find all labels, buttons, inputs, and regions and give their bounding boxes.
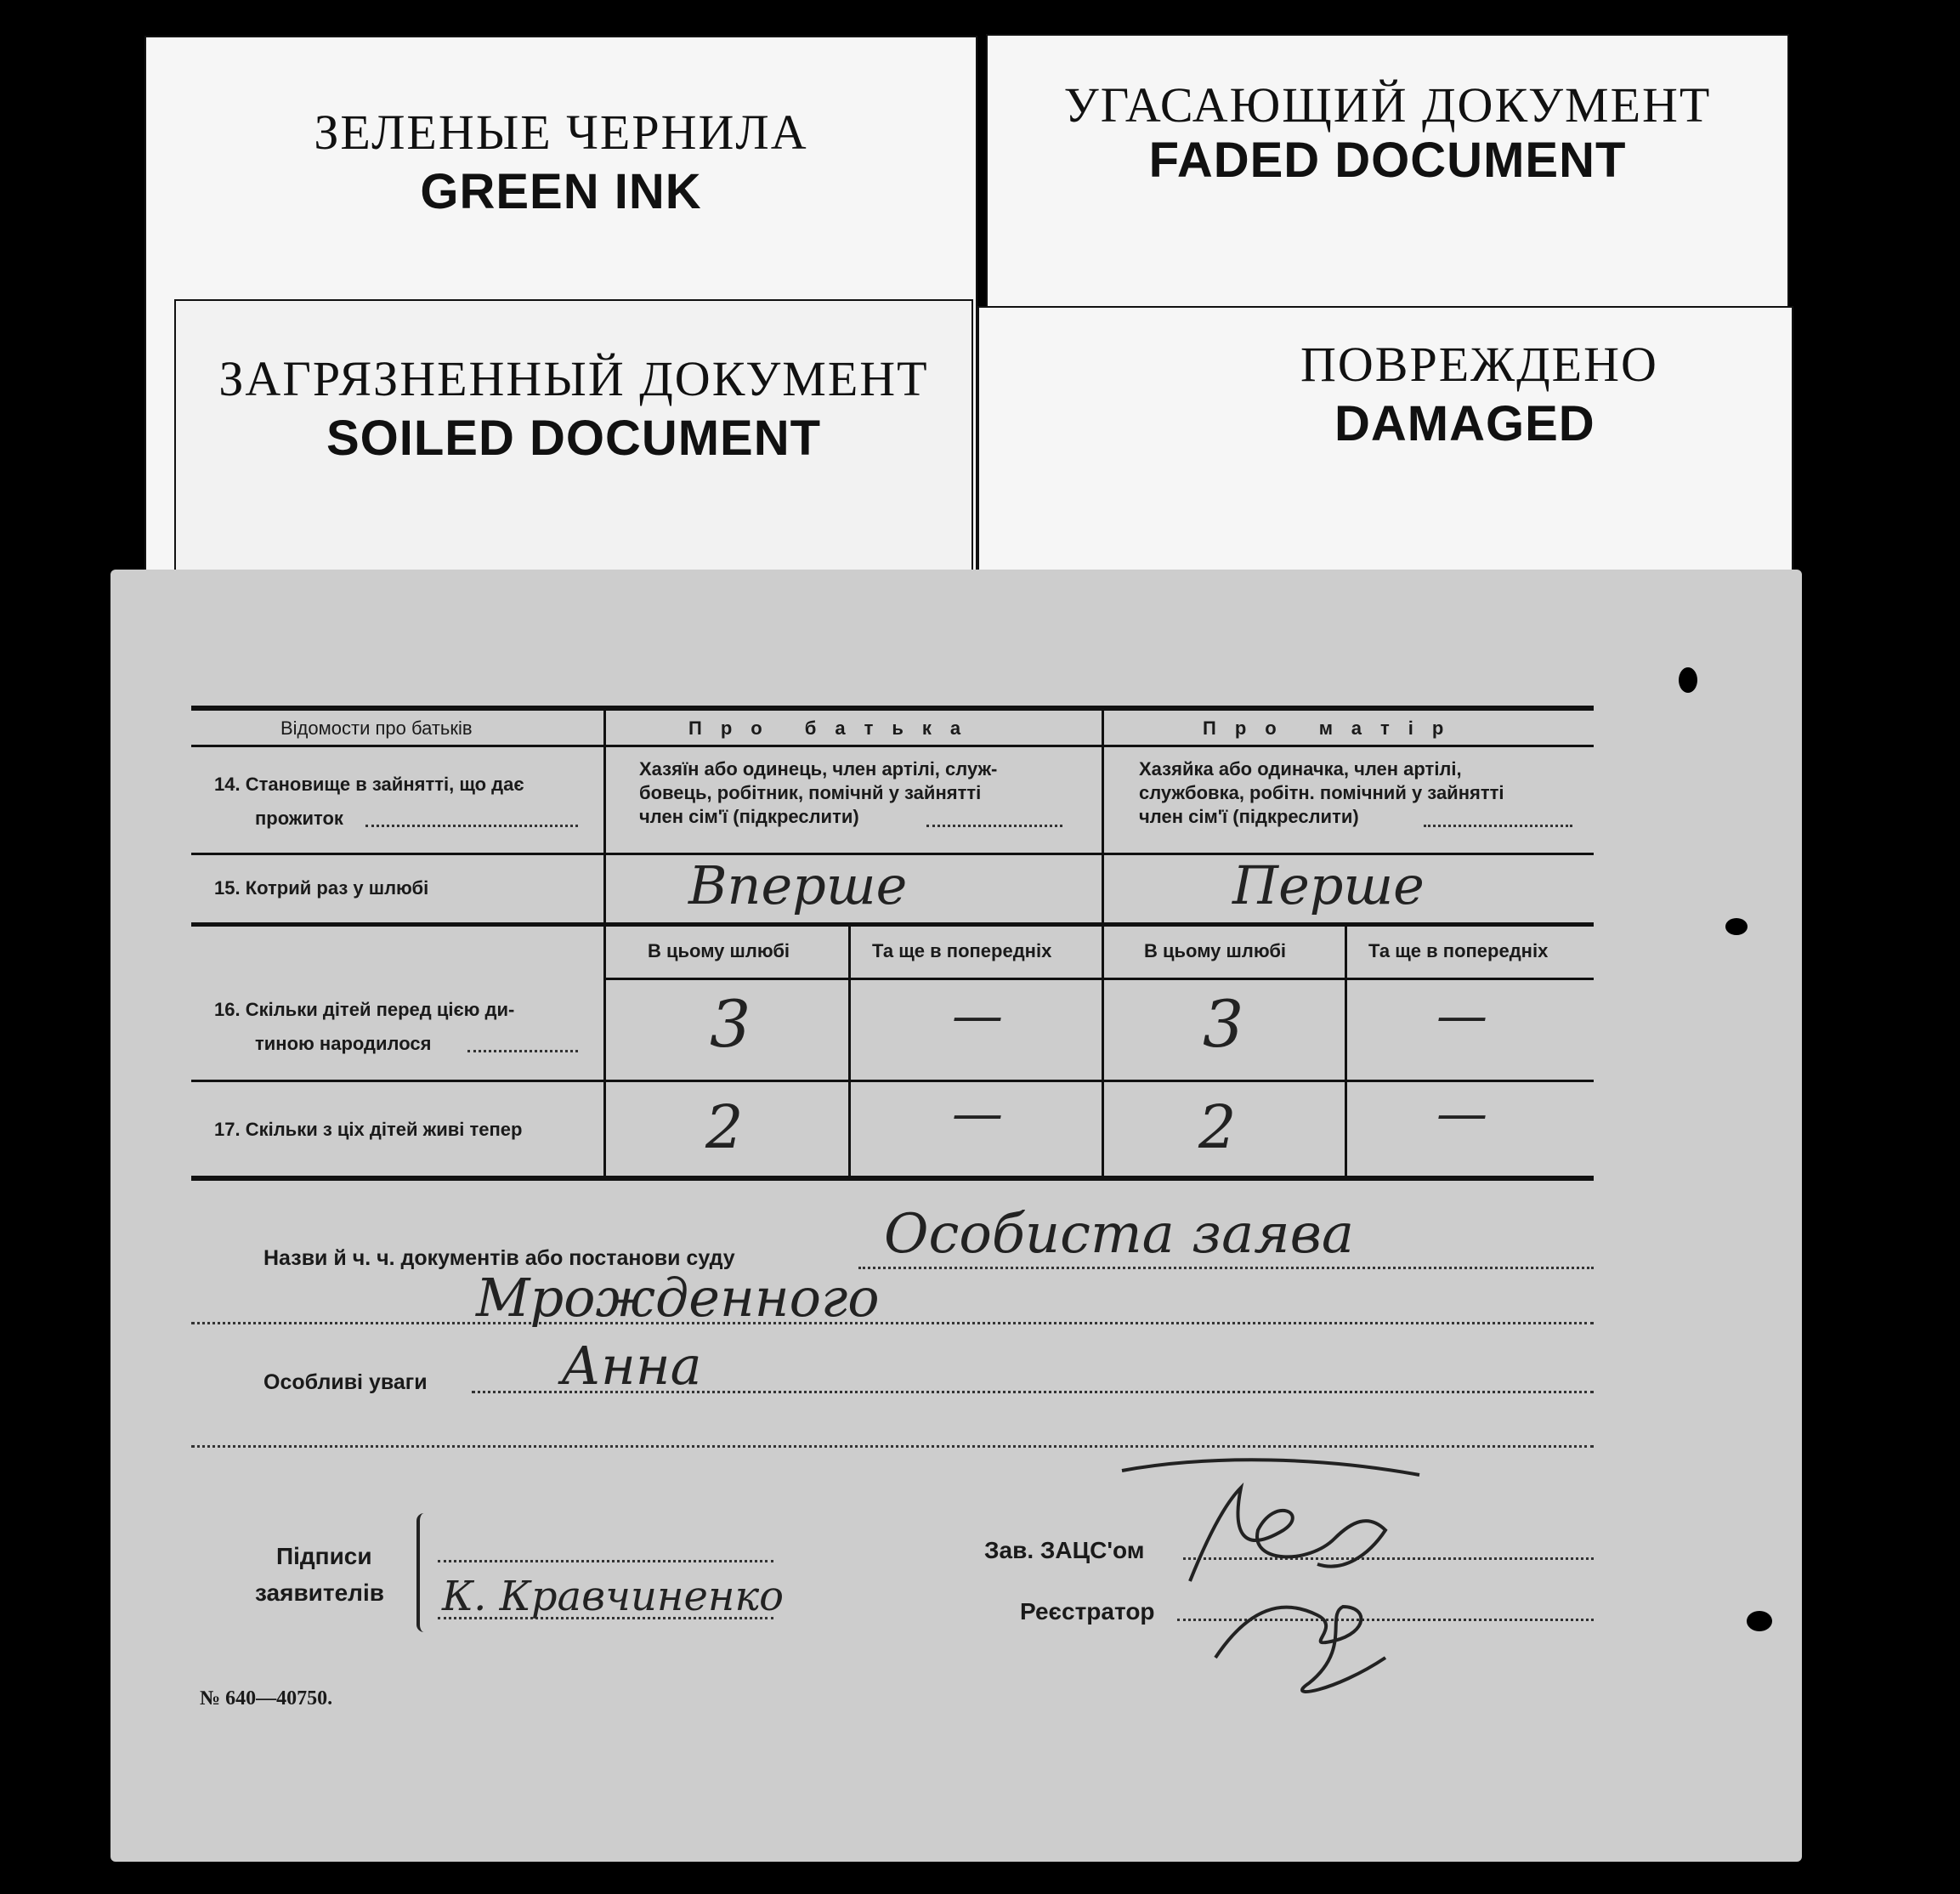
faded-label-en: FADED DOCUMENT xyxy=(1148,133,1627,188)
header-mother: Про матір xyxy=(1203,717,1463,739)
row16-label-line2: тиною народилося xyxy=(255,1033,432,1054)
form-number: № 640—40750. xyxy=(200,1687,333,1710)
row14-leader-dots xyxy=(365,825,578,827)
green-ink-label-ru: ЗЕЛЕНЫЕ ЧЕРНИЛА xyxy=(314,105,808,160)
row17-father-this: 2 xyxy=(705,1092,744,1162)
row14-mother-line3: член сім'ї (підкреслити) xyxy=(1139,806,1359,827)
subheader-mother-this: В цьому шлюбі xyxy=(1144,940,1287,961)
remarks-value: Анна xyxy=(561,1335,702,1397)
subheader-father-previous: Та ще в попередніх xyxy=(872,940,1052,961)
row16-mother-this: 3 xyxy=(1203,986,1244,1062)
subheader-mother-previous: Та ще в попередніх xyxy=(1368,940,1549,961)
row15-mother-value: Перше xyxy=(1232,854,1425,916)
applicant-signature: К. Кравчиненко xyxy=(442,1573,785,1620)
header-father: Про батька xyxy=(688,717,980,739)
row16-leader-dots xyxy=(467,1050,578,1052)
row15-father-value: Вперше xyxy=(688,854,908,916)
table-top-rule xyxy=(191,706,1594,711)
col-divider-2 xyxy=(848,927,851,1178)
damage-mark xyxy=(1679,667,1697,693)
signatures-brace xyxy=(416,1513,432,1632)
row14-father-dots xyxy=(926,825,1062,827)
table-header-rule xyxy=(191,745,1594,747)
row14-father-line1: Хазяїн або одинець, член артілі, служ- xyxy=(639,758,998,780)
row14-label-line1: 14. Становище в зайнятті, що дає xyxy=(214,774,524,795)
row14-mother-line1: Хазяйка або одиначка, член артілі, xyxy=(1139,758,1462,780)
documents-dots-1 xyxy=(858,1267,1594,1269)
row16-father-previous: — xyxy=(952,986,1003,1046)
header-parents-info: Відомости про батьків xyxy=(280,717,473,739)
documents-value-line2: Мрожденного xyxy=(476,1267,880,1329)
row14-father-line2: бовець, робітник, помічнй у зайнятті xyxy=(639,782,982,803)
col-divider-1 xyxy=(603,706,606,1178)
row14-mother-dots xyxy=(1424,825,1572,827)
documents-label: Назви й ч. ч. документів або постанови суду xyxy=(263,1246,735,1270)
row17-label: 17. Скільки з ціх дітей живі тепер xyxy=(214,1119,523,1140)
row17-mother-previous: — xyxy=(1436,1084,1487,1143)
damaged-label-ru: ПОВРЕЖДЕНО xyxy=(1300,337,1658,392)
row15-label: 15. Котрий раз у шлюбі xyxy=(214,877,429,899)
green-ink-label-en: GREEN INK xyxy=(420,164,702,219)
signature-line-1 xyxy=(438,1560,773,1562)
zags-head-label: Зав. ЗАЦС'ом xyxy=(984,1537,1145,1563)
remarks-label: Особливі уваги xyxy=(263,1370,428,1394)
row17-mother-this: 2 xyxy=(1198,1092,1237,1162)
damaged-card xyxy=(977,306,1793,587)
soiled-label-ru: ЗАГРЯЗНЕННЫЙ ДОКУМЕНТ xyxy=(218,351,929,406)
row17-father-previous: — xyxy=(952,1084,1003,1143)
registration-form xyxy=(110,570,1802,1862)
row16-mother-previous: — xyxy=(1436,986,1487,1046)
faded-label-ru: УГАСАЮЩИЙ ДОКУМЕНТ xyxy=(1063,77,1712,133)
soiled-document-card xyxy=(174,299,973,580)
signatures-label-line1: Підписи xyxy=(276,1543,372,1569)
damage-mark xyxy=(1725,918,1748,935)
col-divider-4 xyxy=(1345,927,1347,1178)
row16-label-line1: 16. Скільки дітей перед цією ди- xyxy=(214,999,515,1020)
table-bottom-rule xyxy=(191,1176,1594,1181)
row14-father-line3: член сім'ї (підкреслити) xyxy=(639,806,859,827)
row16-rule xyxy=(191,1080,1594,1082)
row14-label-line2: прожиток xyxy=(255,808,343,829)
documents-dots-2 xyxy=(191,1322,1594,1324)
soiled-label-en: SOILED DOCUMENT xyxy=(326,411,822,466)
subheader-father-this: В цьому шлюбі xyxy=(648,940,790,961)
documents-value-line1: Особиста заява xyxy=(884,1203,1354,1266)
col-divider-3 xyxy=(1102,706,1104,1178)
subheader-rule xyxy=(606,978,1594,980)
row14-mother-line2: службовка, робітн. помічний у зайнятті xyxy=(1139,782,1504,803)
signatures-label-line2: заявителів xyxy=(255,1579,384,1606)
row16-father-this: 3 xyxy=(710,986,751,1062)
damaged-label-en: DAMAGED xyxy=(1334,396,1595,451)
row15-rule xyxy=(191,922,1594,927)
damage-mark xyxy=(1747,1611,1772,1631)
head-signature-scribble xyxy=(1113,1437,1436,1709)
registrar-label: Реєстратор xyxy=(1020,1598,1155,1625)
